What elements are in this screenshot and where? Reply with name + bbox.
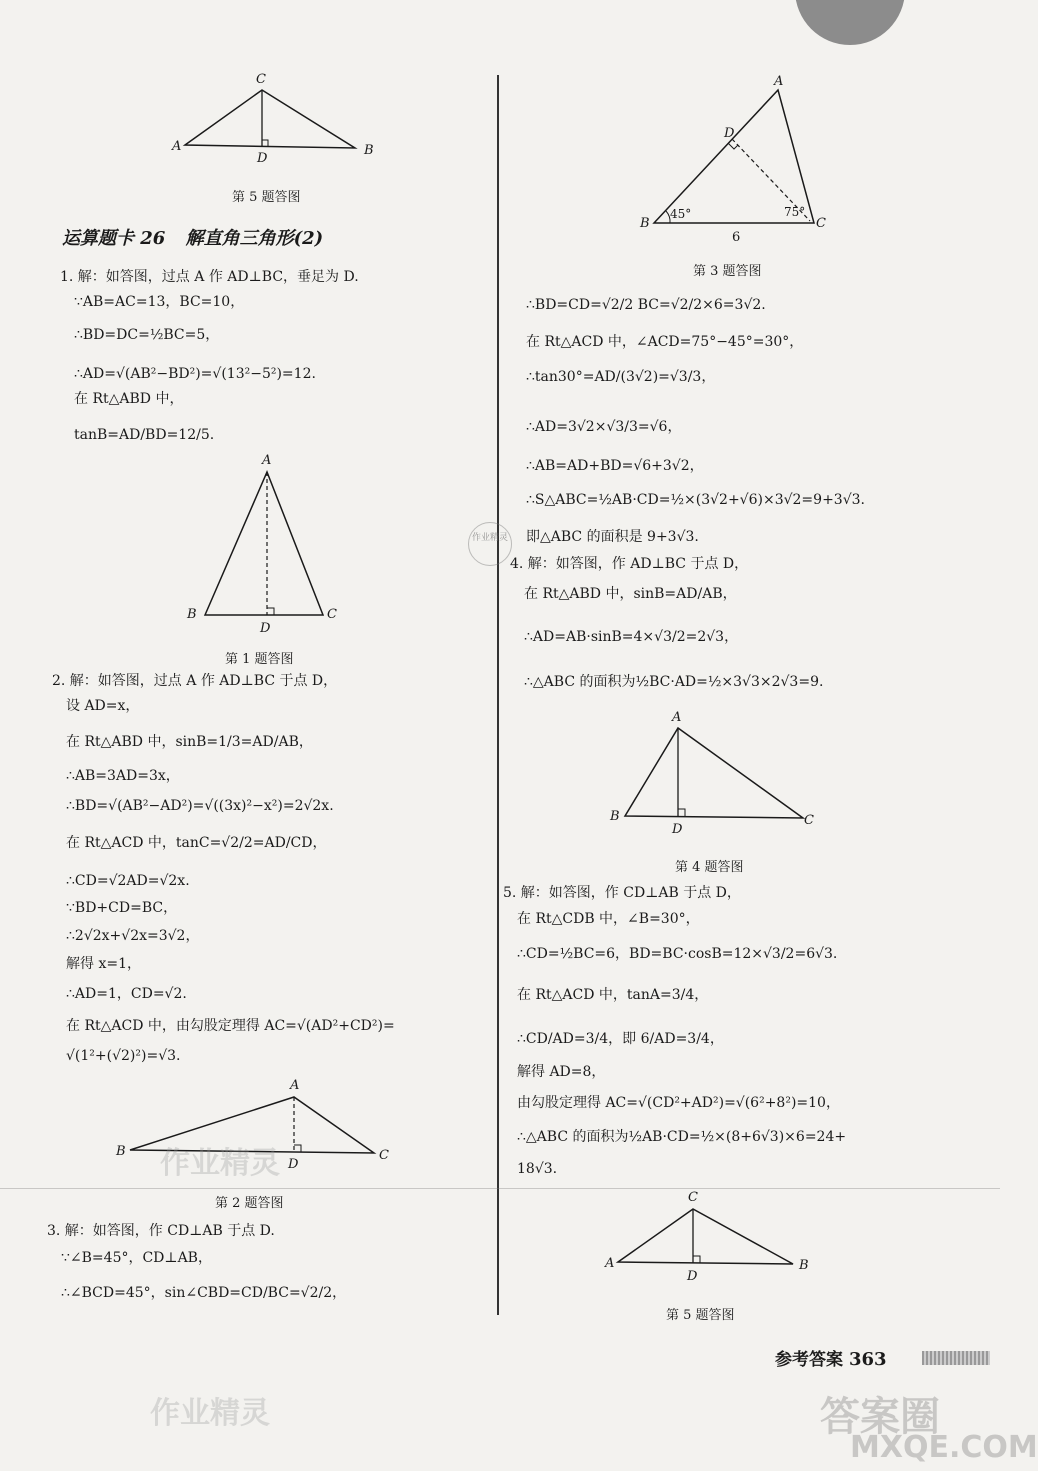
figure-5-top-caption: 第 5 题答图 (232, 190, 301, 205)
p3-line-2: ∵∠B=45°，CD⊥AB， (61, 1250, 212, 1266)
section-subtitle: 解直角三角形(2) (185, 228, 324, 249)
page-footer (775, 1345, 887, 1370)
p5-line-9: 18√3. (517, 1161, 558, 1177)
svg-text:A: A (290, 1078, 300, 1093)
p3b-line-2: 在 Rt△ACD 中，∠ACD=75°−45°=30°， (526, 334, 804, 350)
p3b-line-5: ∴AB=AD+BD=√6+3√2， (526, 458, 704, 474)
svg-text:B: B (187, 607, 197, 622)
side-bc-label: 6 (732, 230, 741, 245)
p2-line-12: 在 Rt△ACD 中，由勾股定理得 AC=√(AD²+CD²)= (66, 1018, 395, 1034)
p4-line-4: ∴△ABC 的面积为½BC·AD=½×3√3×2√3=9. (524, 674, 824, 690)
site-watermark: 答案圈 (820, 1394, 940, 1440)
faint-watermark-1: 作业精灵 (160, 1146, 280, 1181)
svg-text:A: A (262, 453, 272, 468)
p3b-line-1: ∴BD=CD=√2/2 BC=√2/2×6=3√2. (526, 297, 766, 313)
angle-b-label: 45° (670, 207, 692, 221)
p3-line-1: 3. 解：如答图，作 CD⊥AB 于点 D. (47, 1223, 275, 1239)
p2-line-13: √(1²+(√2)²)=√3. (66, 1048, 181, 1064)
svg-text:D: D (687, 1269, 698, 1284)
p3b-line-7: 即△ABC 的面积是 9+3√3. (526, 529, 699, 545)
site-watermark-url: MXQE.COM (850, 1430, 1038, 1465)
p5-line-8: ∴△ABC 的面积为½AB·CD=½×(8+6√3)×6=24+ (517, 1129, 847, 1145)
p5-line-5: ∴CD/AD=3/4，即 6/AD=3/4， (517, 1031, 724, 1047)
svg-text:D: D (288, 1157, 299, 1172)
p2-line-8: ∵BD+CD=BC， (66, 900, 178, 916)
svg-text:B: B (364, 143, 374, 158)
svg-text:B: B (610, 809, 620, 824)
p5-line-4: 在 Rt△ACD 中，tanA=3/4， (517, 987, 709, 1003)
p2-line-11: ∴AD=1，CD=√2. (66, 986, 187, 1002)
svg-text:B: B (116, 1144, 126, 1159)
p2-line-9: ∴2√2x+√2x=3√2， (66, 928, 200, 944)
figure-5-top (170, 70, 380, 166)
corner-decoration (795, 0, 905, 45)
footer-label: 参考答案 (775, 1350, 843, 1370)
svg-text:C: C (688, 1190, 698, 1205)
svg-text:C: C (379, 1148, 389, 1163)
svg-text:C: C (816, 216, 826, 231)
figure-4-caption: 第 4 题答图 (675, 860, 744, 875)
p1-line-4: ∴AD=√(AB²−BD²)=√(13²−5²)=12. (74, 366, 316, 382)
svg-text:C: C (256, 72, 266, 87)
svg-text:A: A (774, 74, 784, 89)
p1-line-5: 在 Rt△ABD 中， (74, 391, 184, 407)
p1-line-6: tanB=AD/BD=12/5. (74, 427, 215, 443)
p2-line-5: ∴BD=√(AB²−AD²)=√((3x)²−x²)=2√2x. (66, 798, 334, 814)
p2-line-1: 2. 解：如答图，过点 A 作 AD⊥BC 于点 D， (52, 673, 338, 689)
figure-1-caption: 第 1 题答图 (225, 652, 294, 667)
svg-text:D: D (260, 621, 271, 636)
p5-line-1: 5. 解：如答图，作 CD⊥AB 于点 D， (503, 885, 741, 901)
fold-line (0, 1188, 1000, 1189)
p2-line-4: ∴AB=3AD=3x， (66, 768, 180, 784)
figure-4 (608, 706, 828, 841)
figure-1 (185, 450, 345, 640)
p1-line-1: 1. 解：如答图，过点 A 作 AD⊥BC，垂足为 D. (60, 269, 359, 285)
section-title (62, 224, 323, 250)
p4-line-3: ∴AD=AB·sinB=4×√3/2=2√3， (524, 629, 739, 645)
p5-line-3: ∴CD=½BC=6，BD=BC·cosB=12×√3/2=6√3. (517, 946, 838, 962)
column-divider (497, 75, 499, 1315)
p5-line-6: 解得 AD=8， (517, 1064, 606, 1080)
svg-text:B: B (640, 216, 650, 231)
p5-line-2: 在 Rt△CDB 中，∠B=30°， (517, 911, 700, 927)
p2-line-6: 在 Rt△ACD 中，tanC=√2/2=AD/CD， (66, 835, 327, 851)
svg-text:B: B (799, 1258, 809, 1273)
p3-line-3: ∴∠BCD=45°，sin∠CBD=CD/BC=√2/2， (61, 1285, 347, 1301)
angle-c-label: 75° (784, 205, 806, 219)
p3b-line-3: ∴tan30°=AD/(3√2)=√3/3， (526, 369, 716, 385)
faint-watermark-2: 作业精灵 (150, 1396, 270, 1431)
page-number: 363 (849, 1349, 887, 1370)
svg-text:A: A (172, 139, 182, 154)
section-number: 运算题卡 26 (62, 228, 166, 249)
p2-line-3: 在 Rt△ABD 中，sinB=1/3=AD/AB， (66, 734, 313, 750)
figure-3 (636, 75, 836, 250)
p4-line-2: 在 Rt△ABD 中，sinB=AD/AB， (524, 586, 737, 602)
figure-5-bottom-caption: 第 5 题答图 (666, 1308, 735, 1323)
figure-2-caption: 第 2 题答图 (215, 1196, 284, 1211)
svg-text:D: D (257, 151, 268, 166)
p1-line-3: ∴BD=DC=½BC=5， (74, 327, 220, 343)
figure-3-caption: 第 3 题答图 (693, 264, 762, 279)
svg-text:C: C (804, 813, 814, 828)
p2-line-7: ∴CD=√2AD=√2x. (66, 873, 190, 889)
p4-line-1: 4. 解：如答图，作 AD⊥BC 于点 D， (510, 556, 749, 572)
svg-text:C: C (327, 607, 337, 622)
footer-bar (922, 1351, 990, 1365)
p1-line-2: ∵AB=AC=13，BC=10， (74, 294, 245, 310)
p2-line-10: 解得 x=1， (66, 956, 141, 972)
svg-text:D: D (672, 822, 683, 837)
stamp: 作业精灵 (468, 522, 512, 566)
p2-line-2: 设 AD=x， (66, 698, 140, 714)
p3b-line-6: ∴S△ABC=½AB·CD=½×(3√2+√6)×3√2=9+3√3. (526, 492, 865, 508)
figure-5-bottom (603, 1187, 823, 1287)
svg-text:A: A (672, 710, 682, 725)
svg-text:A: A (605, 1256, 615, 1271)
p3b-line-4: ∴AD=3√2×√3/3=√6， (526, 419, 682, 435)
svg-text:D: D (724, 126, 735, 141)
p5-line-7: 由勾股定理得 AC=√(CD²+AD²)=√(6²+8²)=10， (517, 1095, 840, 1111)
